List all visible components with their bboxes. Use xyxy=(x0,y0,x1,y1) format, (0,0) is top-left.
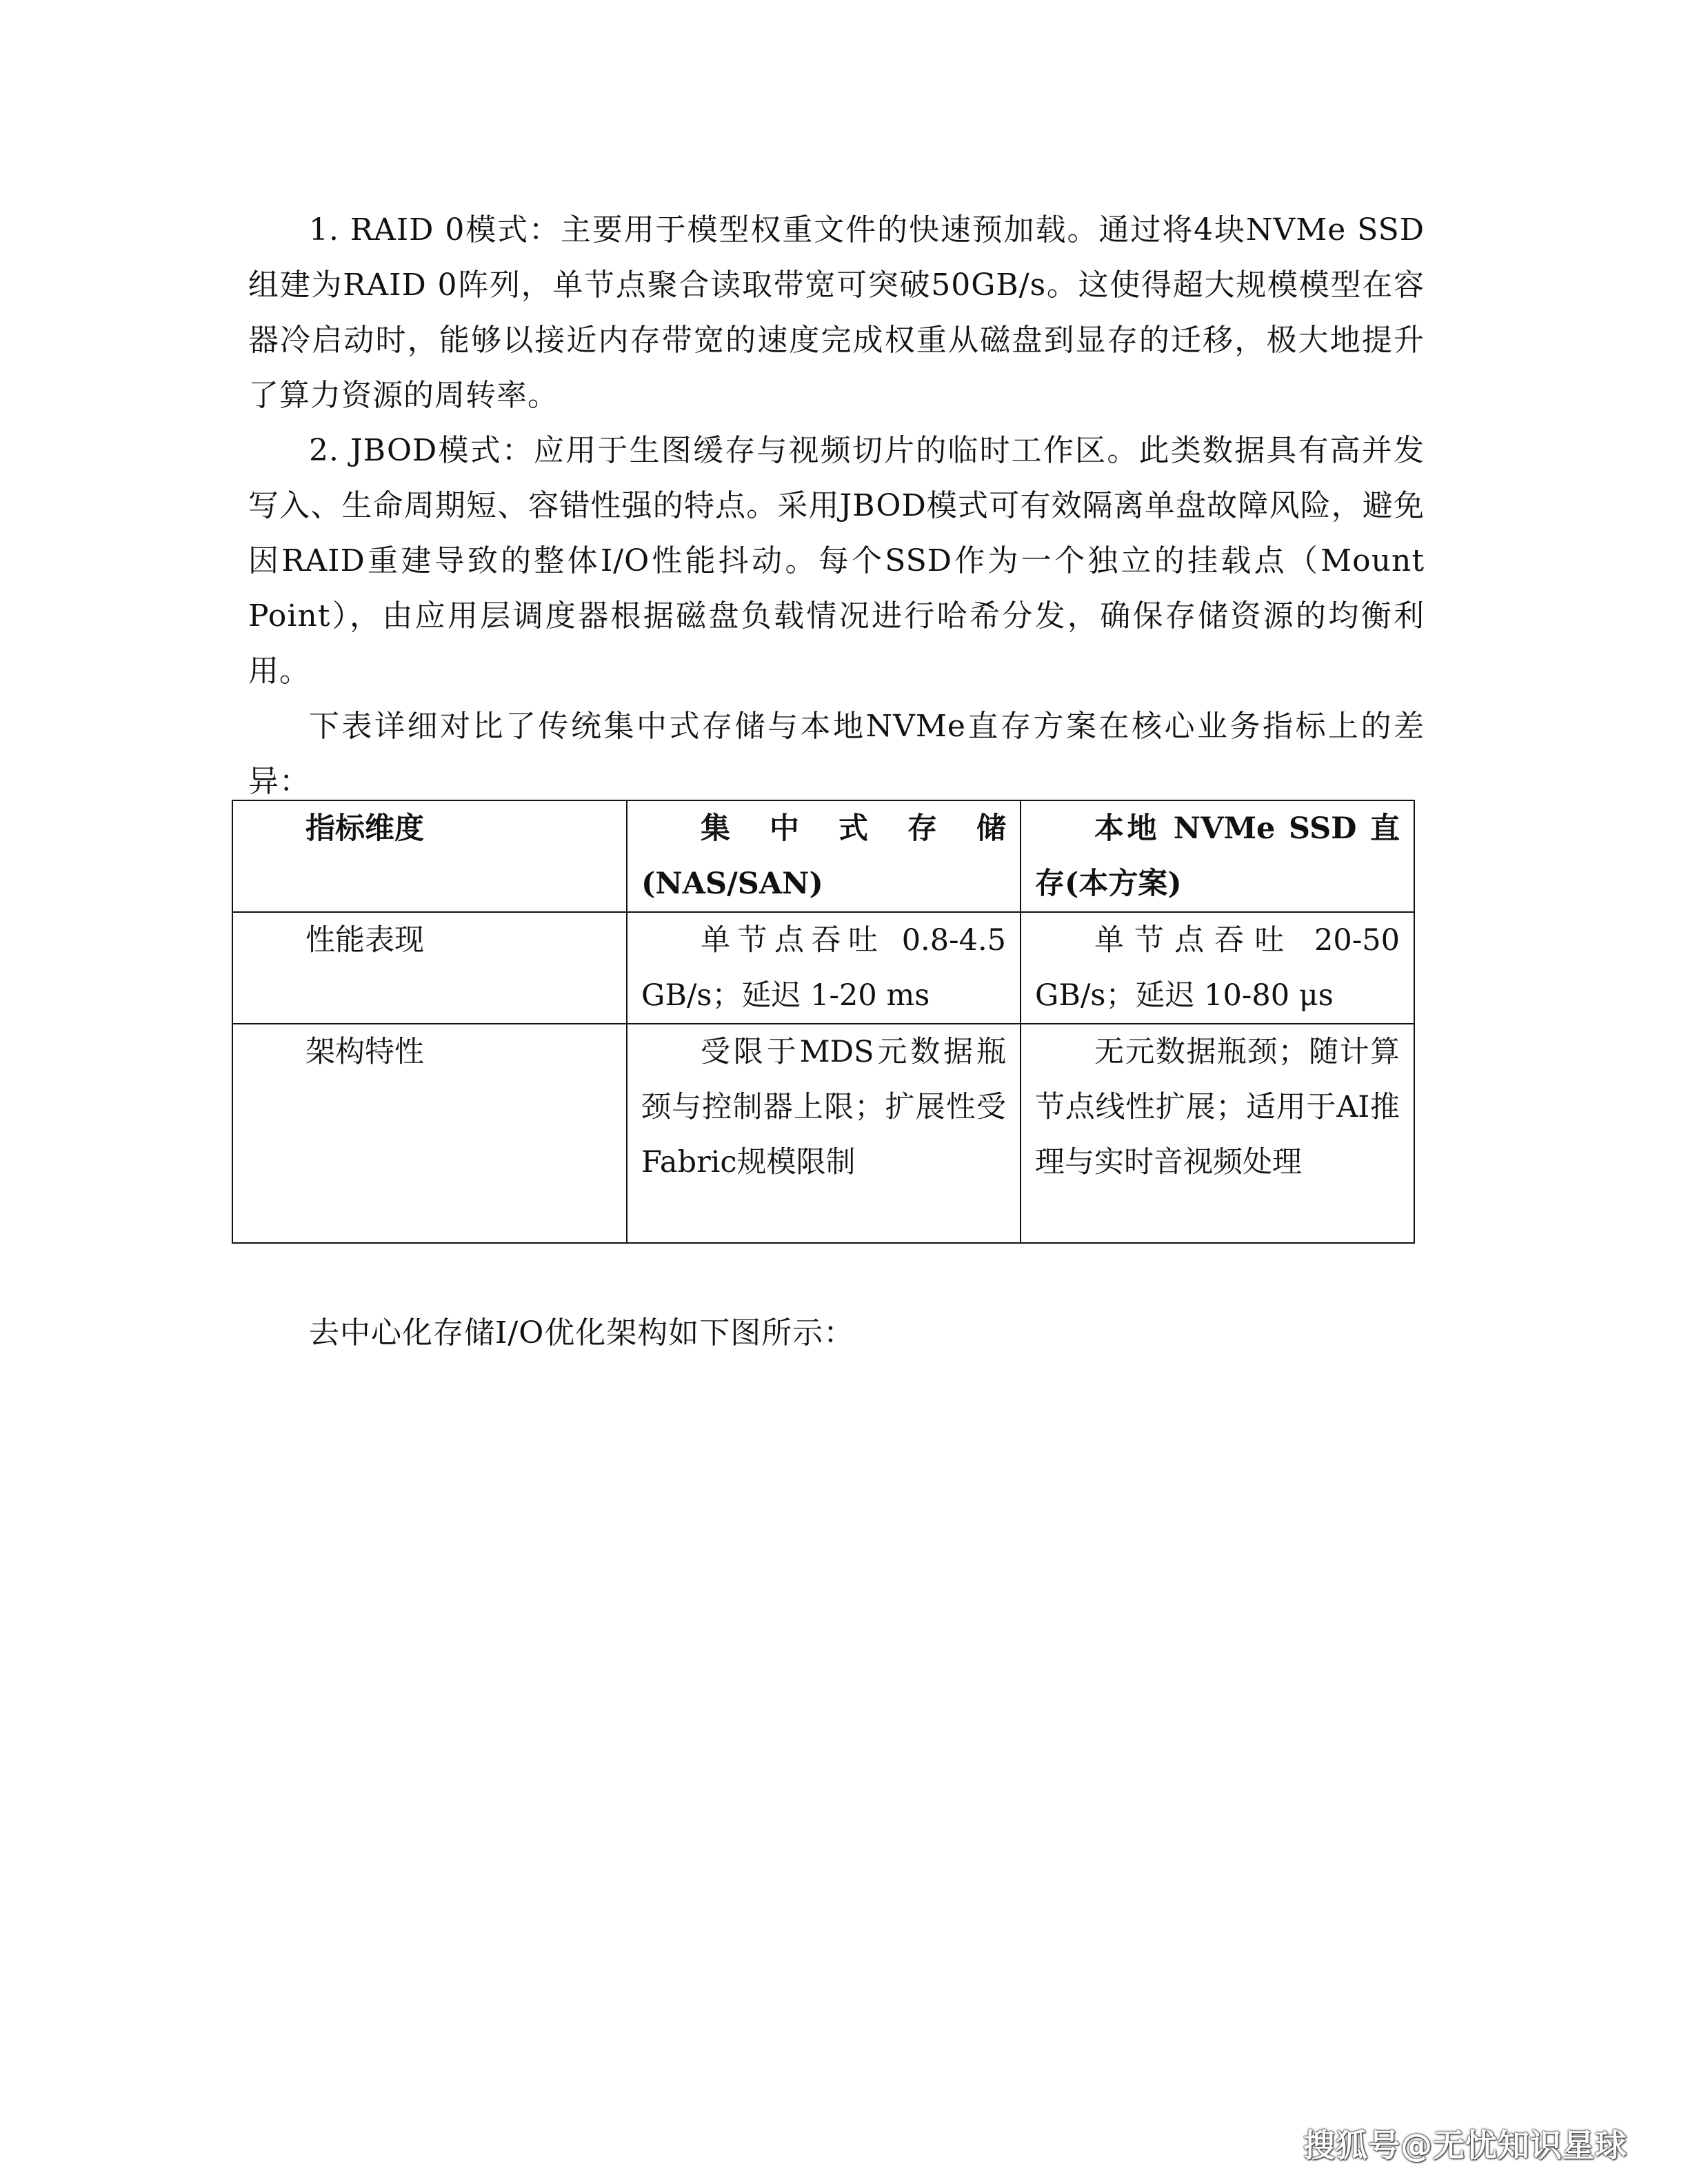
cell-metric: 性能表现 xyxy=(232,912,627,1024)
paragraph-jbod: 2. JBOD模式：应用于生图缓存与视频切片的临时工作区。此类数据具有高并发写入、生命周期短、容错性强的特点。采用JBOD模式可有效隔离单盘故障风险，避免因RAID重建导致的整体I/O性能抖动。每个SSD作为一个独立的挂载点（Mount Point），由应用层调度器根据磁盘负载情况进行哈希分发，确保存储资源的均衡利用。 xyxy=(248,433,1425,689)
header-metric: 指标维度 xyxy=(232,800,627,912)
table-header-row xyxy=(232,800,1414,912)
table-row xyxy=(232,912,1414,1024)
watermark: 搜狐号@无忧知识星球 xyxy=(1303,2127,1627,2164)
comparison-table xyxy=(232,800,1415,1244)
paragraph-raid0: 1. RAID 0模式：主要用于模型权重文件的快速预加载。通过将4块NVMe SSD组建为RAID 0阵列，单节点聚合读取带宽可突破50GB/s。这使得超大规模模型在容器冷启动时，能够以接近内存带宽的速度完成权重从磁盘到显存的迁移，极大地提升了算力资源的周转率。 xyxy=(248,212,1425,413)
cell-metric: 架构特性 xyxy=(232,1024,627,1243)
table-row xyxy=(232,1024,1414,1243)
cell-local-nvme: 无元数据瓶颈；随计算节点线性扩展；适用于AI推理与实时音视频处理 xyxy=(1021,1024,1414,1243)
paragraph-figure-intro: 去中心化存储I/O优化架构如下图所示： xyxy=(309,1315,855,1351)
header-local-nvme: 本地 NVMe SSD 直存(本方案) xyxy=(1021,800,1414,912)
cell-centralized: 单节点吞吐 0.8-4.5 GB/s；延迟 1-20 ms xyxy=(627,912,1021,1024)
paragraph-table-intro: 下表详细对比了传统集中式存储与本地NVMe直存方案在核心业务指标上的差异： xyxy=(248,709,1425,799)
header-centralized: 集中式存储 (NAS/SAN) xyxy=(627,800,1021,912)
cell-centralized: 受限于MDS元数据瓶颈与控制器上限；扩展性受Fabric规模限制 xyxy=(627,1024,1021,1243)
cell-local-nvme: 单节点吞吐 20-50 GB/s；延迟 10-80 μs xyxy=(1021,912,1414,1024)
